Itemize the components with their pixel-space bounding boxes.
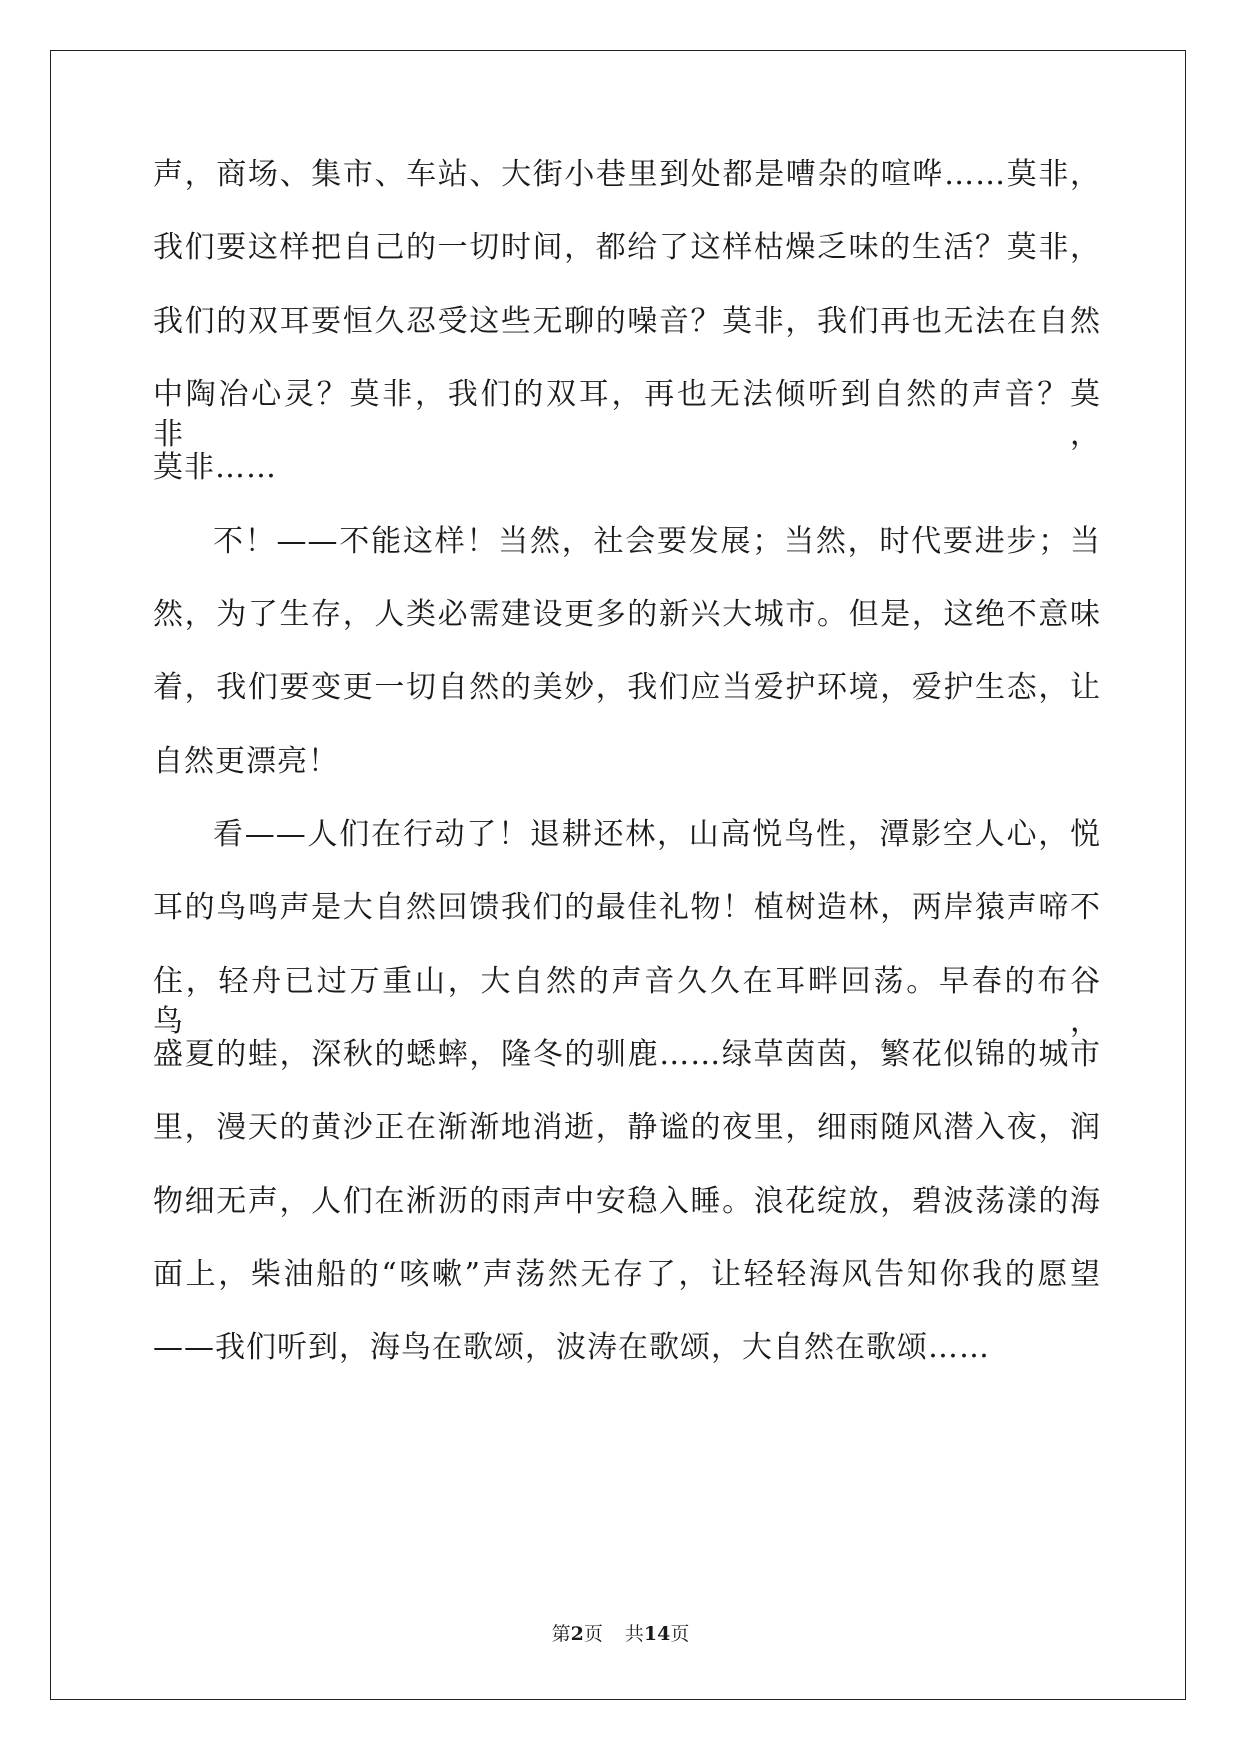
total-pages: 14	[643, 1623, 671, 1645]
text-line: 然，为了生存，人类必需建设更多的新兴大城市。但是，这绝不意味	[153, 597, 1101, 632]
text-line: 莫非……	[153, 450, 277, 485]
paragraph-first-line: 不！——不能这样！当然，社会要发展；当然，时代要进步；当	[213, 524, 1101, 559]
text-line: 声，商场、集市、车站、大街小巷里到处都是嘈杂的喧哗……莫非，	[153, 157, 1101, 192]
text-line: 盛夏的蛙，深秋的蟋蟀，隆冬的驯鹿……绿草茵茵，繁花似锦的城市	[153, 1037, 1101, 1072]
page-footer	[0, 1622, 1241, 1646]
text-line: 里，漫天的黄沙正在渐渐地消逝，静谧的夜里，细雨随风潜入夜，润	[153, 1110, 1101, 1145]
text-line: 耳的鸟鸣声是大自然回馈我们的最佳礼物！植树造林，两岸猿声啼不	[153, 890, 1101, 925]
total-suffix: 页	[670, 1623, 690, 1645]
page-suffix: 页	[583, 1623, 603, 1645]
page-number: 2	[570, 1623, 584, 1645]
text-line: 中陶冶心灵？莫非，我们的双耳，再也无法倾听到自然的声音？莫非，	[153, 377, 1101, 452]
text-line: 自然更漂亮！	[153, 744, 339, 779]
text-line: 我们要这样把自己的一切时间，都给了这样枯燥乏味的生活？莫非，	[153, 230, 1101, 265]
text-line: 我们的双耳要恒久忍受这些无聊的噪音？莫非，我们再也无法在自然	[153, 304, 1101, 339]
text-line: 着，我们要变更一切自然的美妙，我们应当爱护环境，爱护生态，让	[153, 670, 1101, 705]
text-line: 物细无声，人们在淅沥的雨声中安稳入睡。浪花绽放，碧波荡漾的海	[153, 1184, 1101, 1219]
text-line: ——我们听到，海鸟在歌颂，波涛在歌颂，大自然在歌颂……	[153, 1330, 990, 1365]
page-border	[50, 50, 1186, 1700]
total-prefix: 共	[624, 1623, 644, 1645]
text-line: 面上，柴油船的“咳嗽”声荡然无存了，让轻轻海风告知你我的愿望	[153, 1257, 1101, 1292]
page-prefix: 第	[551, 1623, 571, 1645]
paragraph-first-line: 看——人们在行动了！退耕还林，山高悦鸟性，潭影空人心，悦	[213, 817, 1101, 852]
text-line: 住，轻舟已过万重山，大自然的声音久久在耳畔回荡。早春的布谷鸟，	[153, 964, 1101, 1039]
